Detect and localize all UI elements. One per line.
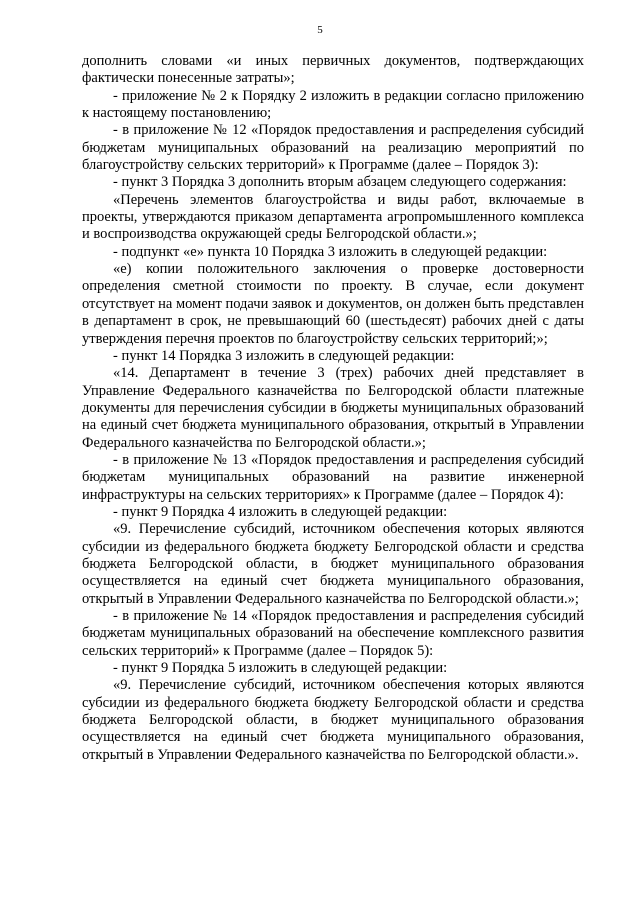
paragraph: - пункт 3 Порядка 3 дополнить вторым абзацем следующего содержания: (113, 174, 567, 191)
paragraph: - пункт 14 Порядка 3 изложить в следующей редакции: (113, 347, 455, 364)
paragraph: - подпункт «е» пункта 10 Порядка 3 изложить в следующей редакции: (113, 243, 548, 260)
paragraph: - пункт 9 Порядка 4 изложить в следующей редакции: (113, 503, 448, 520)
paragraph: «е) копии положительного заключения о проверке достоверности определения сметной стоимости по проекту. В случае, если документ отсутствует на момент подачи заявок и документов, он должен быть представлен в департамент в срок, не превышающий 60 (шестьдесят) рабочих дней с даты утверждения перечня проектов по благоустройству сельских территорий;»; (82, 261, 584, 347)
paragraph: «14. Департамент в течение 3 (трех) рабочих дней представляет в Управление Федерального казначейства по Белгородской области платежные документы для перечисления субсидии в бюджеты муниципальных образований на единый счет бюджета муниципального образования, открытый в Управлении Федерального казначейства по Белгородской области.»; (82, 365, 584, 451)
paragraph: дополнить словами «и иных первичных документов, подтверждающих фактически понесенные затраты»; (82, 53, 584, 87)
paragraph: - пункт 9 Порядка 5 изложить в следующей редакции: (113, 660, 448, 677)
paragraph: «Перечень элементов благоустройства и виды работ, включаемые в проекты, утверждаются приказом департамента агропромышленного комплекса и воспроизводства окружающей среды Белгородской области.»; (82, 191, 584, 243)
paragraph: «9. Перечисление субсидий, источником обеспечения которых являются субсидии из федерального бюджета бюджету Белгородской области и средства бюджета Белгородской области, в бюджет муниципального образования осуществляется на единый счет бюджета муниципального образования, открытый в Управлении Федерального казначейства по Белгородской области.». (82, 677, 584, 763)
paragraph: - в приложение № 13 «Порядок предоставления и распределения субсидий бюджетам муниципальных образований на развитие инженерной инфраструктуры на сельских территориях» к Программе (далее – Порядок 4): (82, 451, 584, 503)
paragraph: - в приложение № 12 «Порядок предоставления и распределения субсидий бюджетам муниципальных образований на реализацию мероприятий по благоустройству сельских территорий» к Программе (далее – Порядок 3): (82, 122, 584, 174)
paragraph: - приложение № 2 к Порядку 2 изложить в редакции согласно приложению к настоящему постановлению; (82, 87, 584, 122)
paragraph: - в приложение № 14 «Порядок предоставления и распределения субсидий бюджетам муниципальных образований на обеспечение комплексного развития сельских территорий» к Программе (далее – Порядок 5): (82, 608, 584, 659)
paragraph: «9. Перечисление субсидий, источником обеспечения которых являются субсидии из федерального бюджета бюджету Белгородской области и средства бюджета Белгородской области, в бюджет муниципального образования осуществляется на единый счет бюджета муниципального образования, открытый в Управлении Федерального казначейства по Белгородской области.»; (82, 521, 584, 607)
document-body (82, 53, 584, 764)
page-number: 5 (317, 24, 323, 36)
